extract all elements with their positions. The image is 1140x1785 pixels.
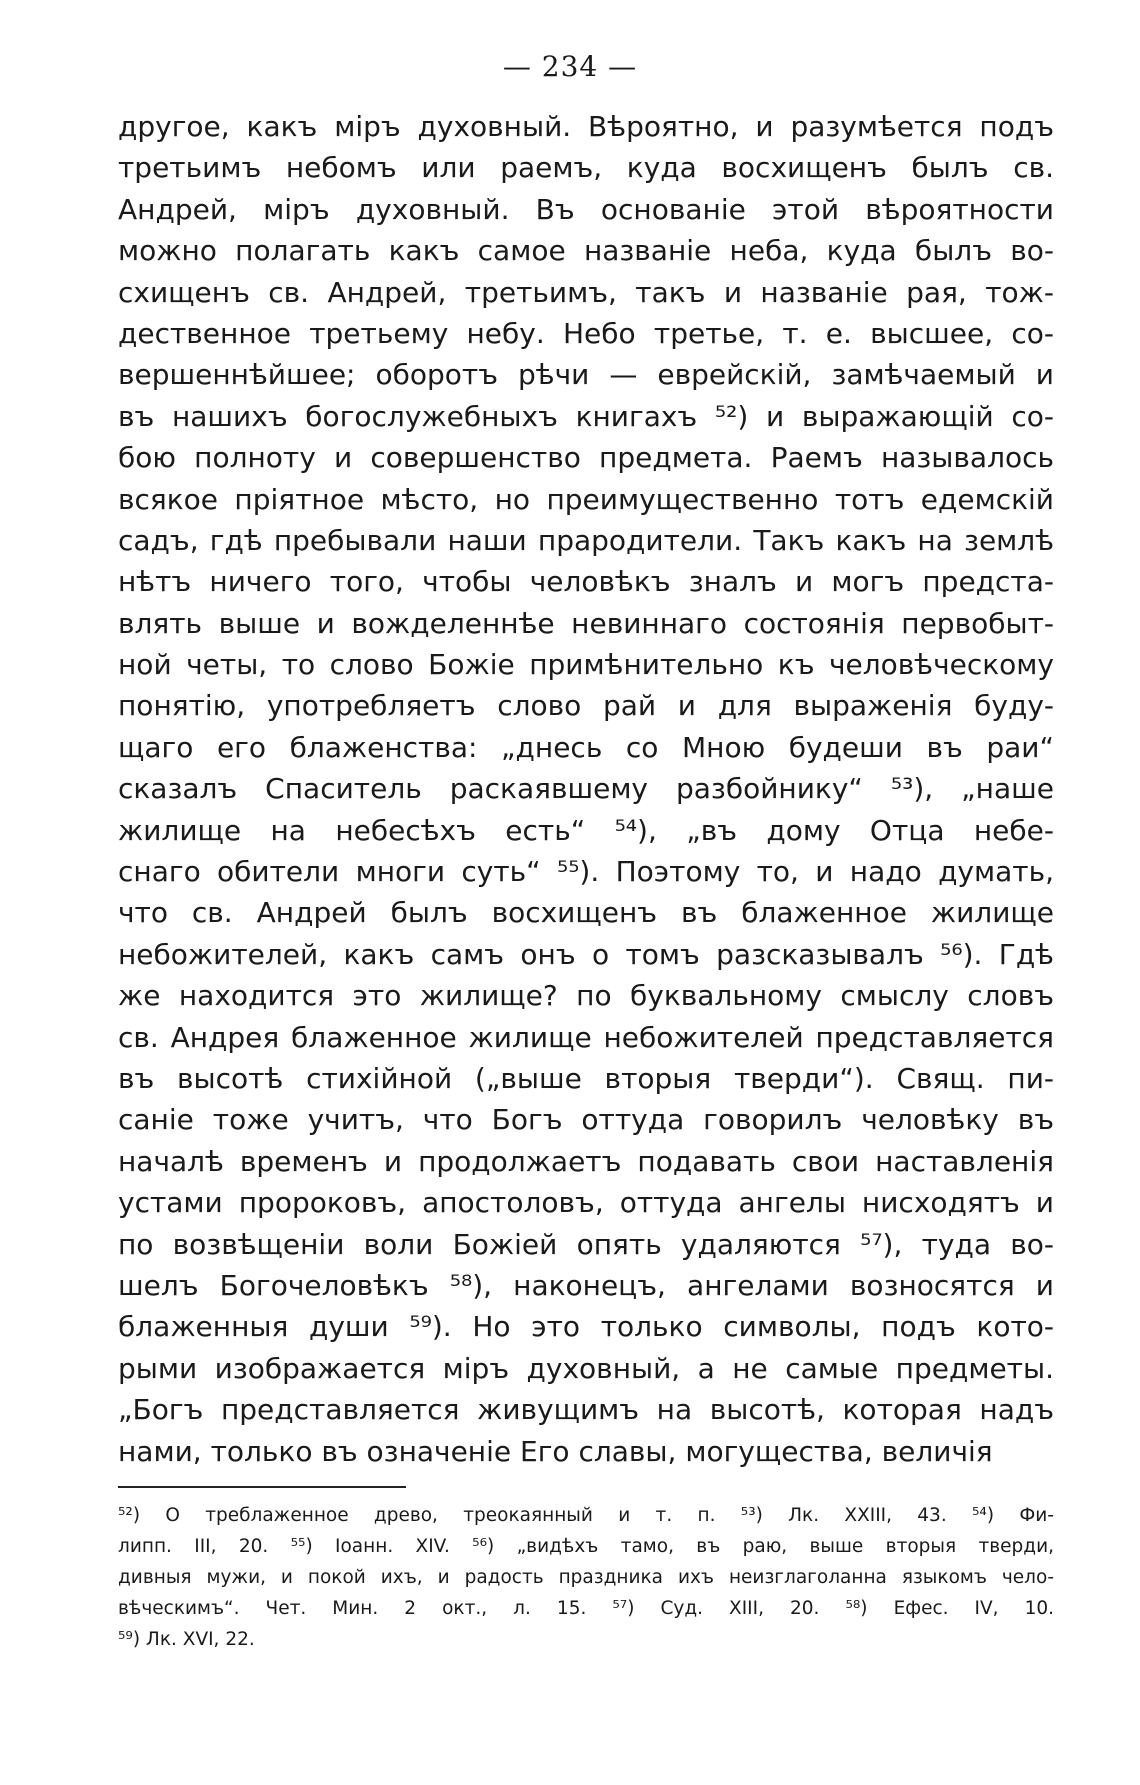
text-line: влять выше и вожделеннѣе невиннаго состоянія первобыт- xyxy=(118,606,1054,640)
page-number: — 234 — xyxy=(502,50,638,83)
footnotes xyxy=(118,1500,1054,1655)
text-line: рыми изображается міръ духовный, а не самые предметы. xyxy=(118,1351,1054,1385)
text-line: снаго обители многи суть“ ⁵⁵). Поэтому то, и надо думать, xyxy=(118,855,1054,889)
text-line: по возвѣщеніи воли Божіей опять удаляются ⁵⁷), туда во- xyxy=(118,1227,1054,1261)
text-line: началѣ временъ и продолжаетъ подавать свои наставленія xyxy=(118,1144,1054,1178)
text-line: схищенъ св. Андрей, третьимъ, такъ и названіе рая, тож- xyxy=(118,275,1054,309)
text-line: сказалъ Спаситель раскаявшему разбойнику“ ⁵³), „наше xyxy=(118,772,1054,806)
text-line: понятію, употребляетъ слово рай и для выраженія буду- xyxy=(118,689,1054,723)
text-line: жилище на небесѣхъ есть“ ⁵⁴), „въ дому Отца небе- xyxy=(118,813,1054,847)
footnote-line: дивныя мужи, и покой ихъ, и радость праздника ихъ неизглаголанна языкомъ чело- xyxy=(118,1567,1054,1588)
text-line: бою полноту и совершенство предмета. Раемъ называлось xyxy=(118,441,1054,475)
footnote-line: вѣческимъ“. Чет. Мин. 2 окт., л. 15. ⁵⁷) Суд. XIII, 20. ⁵⁸) Ефес. IV, 10. xyxy=(118,1598,1054,1619)
text-line: въ высотѣ стихійной („выше вторыя тверди“). Свящ. пи- xyxy=(118,1061,1054,1095)
main-text xyxy=(118,106,1054,1472)
text-line: небожителей, какъ самъ онъ о томъ разсказывалъ ⁵⁶). Гдѣ xyxy=(118,937,1054,971)
footnote-line: ⁵⁹) Лк. XVI, 22. xyxy=(118,1629,255,1650)
text-line: блаженныя души ⁵⁹). Но это только символы, подъ кото- xyxy=(118,1310,1054,1344)
text-line: что св. Андрей былъ восхищенъ въ блаженное жилище xyxy=(118,896,1054,930)
text-line: дественное третьему небу. Небо третье, т. е. высшее, со- xyxy=(118,316,1054,350)
text-line: св. Андрея блаженное жилище небожителей представляется xyxy=(118,1020,1054,1054)
text-line: шелъ Богочеловѣкъ ⁵⁸), наконецъ, ангелами возносятся и xyxy=(118,1268,1054,1302)
text-line: нами, только въ означеніе Его славы, могущества, величія xyxy=(118,1434,993,1468)
text-line: же находится это жилище? по буквальному смыслу словъ xyxy=(118,979,1054,1013)
text-line: вершеннѣйшее; оборотъ рѣчи — еврейскій, замѣчаемый и xyxy=(118,358,1054,392)
text-line: всякое пріятное мѣсто, но преимущественно тотъ едемскій xyxy=(118,482,1054,516)
text-line: другое, какъ міръ духовный. Вѣроятно, и разумѣется подъ xyxy=(118,110,1054,143)
text-line: щаго его блаженства: „днесь со Мною будеши въ раи“ xyxy=(118,730,1054,764)
text-line: саніе тоже учитъ, что Богъ оттуда говорилъ человѣку въ xyxy=(118,1103,1054,1137)
text-line: можно полагать какъ самое названіе неба, куда былъ во- xyxy=(118,234,1054,268)
text-line: садъ, гдѣ пребывали наши прародители. Такъ какъ на землѣ xyxy=(118,523,1054,557)
text-line: нѣтъ ничего того, чтобы человѣкъ зналъ и могъ предста- xyxy=(118,565,1054,599)
footnote-divider xyxy=(118,1486,406,1488)
text-line: устами пророковъ, апостоловъ, оттуда ангелы нисходятъ и xyxy=(118,1186,1054,1220)
text-line: Андрей, міръ духовный. Въ основаніе этой вѣроятности xyxy=(118,192,1054,226)
text-line: ной четы, то слово Божіе примѣнительно къ человѣческому xyxy=(118,648,1054,682)
text-line: въ нашихъ богослужебныхъ книгахъ ⁵²) и выражающій со- xyxy=(118,399,1054,433)
footnote-line: ⁵²) О треблаженное древо, треокаянный и т. п. ⁵³) Лк. XXIII, 43. ⁵⁴) Фи- xyxy=(118,1505,1054,1526)
text-line: „Богъ представляется живущимъ на высотѣ, которая надъ xyxy=(118,1393,1054,1427)
footnote-line: липп. III, 20. ⁵⁵) Іоанн. XIV. ⁵⁶) „видѣхъ тамо, въ раю, выше вторыя тверди, xyxy=(118,1536,1054,1557)
text-line: третьимъ небомъ или раемъ, куда восхищенъ былъ св. xyxy=(118,151,1054,185)
